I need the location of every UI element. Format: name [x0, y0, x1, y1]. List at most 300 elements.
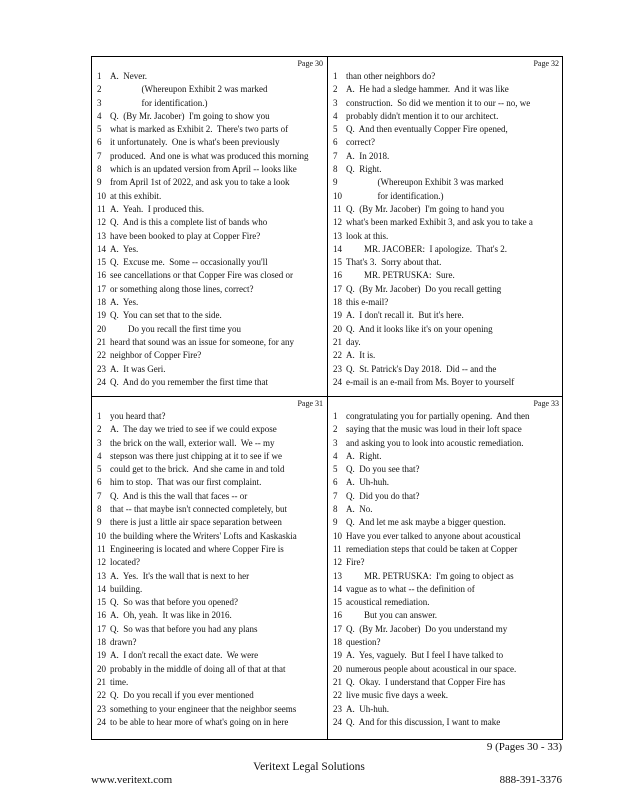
line-text: Q. (By Mr. Jacober) Do you understand my [346, 623, 508, 634]
line-number: 3 [97, 97, 102, 108]
line-text: Q. Okay. I understand that Copper Fire has [346, 676, 506, 687]
line-number: 10 [333, 190, 342, 201]
transcript-line [97, 309, 325, 322]
line-text: the brick on the wall, exterior wall. We -- my [110, 437, 275, 448]
line-text: correct? [346, 137, 375, 148]
line-text: A. In 2018. [346, 150, 390, 161]
page-range: 9 (Pages 30 - 33) [486, 741, 562, 753]
line-text: congratulating you for partially opening. And then [346, 411, 530, 421]
website-link[interactable]: www.veritext.com [91, 774, 173, 786]
transcript-line [333, 349, 561, 362]
line-number: 9 [97, 177, 102, 188]
line-number: 16 [97, 610, 106, 621]
line-text: which is an updated version from April -- looks like [110, 164, 297, 175]
line-number: 15 [97, 257, 106, 268]
line-number: 24 [333, 376, 342, 387]
transcript-line [333, 309, 561, 322]
line-number: 6 [97, 137, 102, 148]
page-label: Page 31 [297, 399, 323, 408]
transcript-page-33 [328, 397, 563, 736]
transcript-line [333, 283, 561, 296]
line-number: 16 [97, 270, 106, 281]
line-number: 1 [97, 71, 102, 81]
line-text: drawn? [110, 637, 137, 648]
line-text: Q. And it looks like it's on your opening [346, 323, 493, 334]
transcript-line [333, 203, 561, 216]
line-text: A. I don't recall it. But it's here. [346, 310, 464, 321]
line-text: to be able to hear more of what's going on in here [110, 716, 289, 727]
transcript-line [333, 123, 561, 136]
line-number: 20 [333, 323, 342, 334]
transcript-line [333, 450, 561, 463]
transcript-line [333, 336, 561, 349]
transcript-line [97, 476, 325, 489]
line-number: 1 [333, 71, 338, 81]
line-number: 22 [333, 690, 342, 701]
line-number: 4 [333, 450, 338, 461]
transcript-line [333, 556, 561, 569]
transcript-line [333, 70, 561, 83]
line-number: 11 [97, 543, 106, 554]
line-number: 2 [97, 424, 102, 435]
transcript-line [97, 349, 325, 362]
line-number: 22 [97, 350, 106, 361]
line-text: building. [110, 583, 143, 594]
transcript-line [97, 150, 325, 163]
transcript-line [97, 216, 325, 229]
line-text: time. [110, 676, 129, 687]
transcript-line [97, 123, 325, 136]
transcript-page-32 [328, 57, 563, 396]
line-text: that -- that maybe isn't connected completely, but [110, 504, 287, 515]
line-text: A. The day we tried to see if we could expose [110, 424, 277, 435]
line-text: Q. St. Patrick's Day 2018. Did -- and the [346, 363, 497, 374]
transcript-line [97, 269, 325, 282]
transcript-line [333, 570, 561, 583]
transcript-line [333, 296, 561, 309]
line-number: 12 [333, 217, 342, 228]
transcript-line [333, 216, 561, 229]
phone-number: 888-391-3376 [499, 774, 562, 786]
line-text: what is marked as Exhibit 2. There's two parts of [110, 124, 289, 135]
transcript-line [333, 609, 561, 622]
transcript-line [97, 283, 325, 296]
transcript-line [97, 256, 325, 269]
line-number: 24 [333, 716, 342, 727]
line-text: A. Yes. [110, 243, 139, 254]
line-number: 22 [333, 350, 342, 361]
transcript-line [97, 583, 325, 596]
line-number: 14 [333, 243, 342, 254]
page-label: Page 33 [533, 399, 559, 408]
line-number: 2 [333, 424, 338, 435]
line-number: 21 [333, 676, 342, 687]
line-text: A. Oh, yeah. It was like in 2016. [110, 610, 232, 621]
transcript-line [333, 243, 561, 256]
line-text: Q. So was that before you had any plans [110, 623, 258, 634]
transcript-line [333, 623, 561, 636]
line-number: 8 [97, 164, 102, 175]
transcript-line [97, 596, 325, 609]
line-number: 19 [333, 310, 342, 321]
transcript-line [333, 703, 561, 716]
transcript-line [97, 163, 325, 176]
transcript-line [97, 663, 325, 676]
line-text: A. Yes, vaguely. But I feel I have talked to [346, 650, 504, 661]
transcript-line [97, 570, 325, 583]
line-number: 2 [97, 84, 102, 95]
line-text: Q. And is this a complete list of bands who [110, 217, 268, 228]
line-number: 7 [333, 490, 338, 501]
line-number: 6 [333, 477, 338, 488]
line-text: than other neighbors do? [346, 71, 436, 81]
line-number: 18 [333, 637, 342, 648]
line-text: acoustical remediation. [346, 597, 430, 608]
line-text: remediation steps that could be taken at Copper [346, 543, 518, 554]
line-number: 21 [333, 336, 342, 347]
transcript-line [333, 530, 561, 543]
line-text: probably in the middle of doing all of that at that [110, 663, 286, 674]
line-text: Do you recall the first time you [110, 323, 241, 334]
transcript-line [97, 203, 325, 216]
line-number: 6 [97, 477, 102, 488]
transcript-line [333, 463, 561, 476]
line-text: e-mail is an e-mail from Ms. Boyer to yourself [346, 376, 515, 387]
transcript-line [333, 410, 561, 423]
line-text: day. [346, 336, 361, 347]
transcript-line [97, 623, 325, 636]
line-number: 19 [97, 650, 106, 661]
line-text: That's 3. Sorry about that. [346, 257, 442, 268]
line-number: 13 [97, 570, 106, 581]
transcript-line [333, 110, 561, 123]
line-text: construction. So did we mention it to our -- no, we [346, 97, 531, 108]
line-text: A. Yeah. I produced this. [110, 203, 204, 214]
line-text: A. Yes. [110, 297, 139, 308]
transcript-line [333, 437, 561, 450]
line-text: Q. (By Mr. Jacober) I'm going to show you [110, 110, 270, 121]
line-text: MR. JACOBER: I apologize. That's 2. [346, 243, 507, 254]
page-label: Page 30 [297, 59, 323, 68]
line-number: 4 [333, 110, 338, 121]
transcript-line [97, 636, 325, 649]
line-number: 14 [333, 583, 342, 594]
transcript-line [333, 596, 561, 609]
line-text: MR. PETRUSKA: I'm going to object as [346, 570, 514, 581]
line-number: 12 [97, 217, 106, 228]
line-number: 16 [333, 610, 342, 621]
line-number: 13 [333, 570, 342, 581]
transcript-line [333, 163, 561, 176]
line-text: But you can answer. [346, 610, 437, 621]
line-text: Q. Excuse me. Some -- occasionally you'll [110, 257, 268, 268]
line-number: 14 [97, 243, 106, 254]
transcript-line [97, 649, 325, 662]
line-number: 15 [333, 257, 342, 268]
line-text: A. Never. [110, 71, 147, 81]
transcript-line [97, 463, 325, 476]
line-number: 1 [97, 411, 102, 421]
line-number: 5 [333, 464, 338, 475]
line-text: Q. And do you remember the first time that [110, 376, 268, 387]
transcript-line [97, 243, 325, 256]
transcript-line [97, 450, 325, 463]
transcript-line [333, 636, 561, 649]
line-text: Q. Do you recall if you ever mentioned [110, 690, 254, 701]
transcript-line [97, 336, 325, 349]
line-text: Q. And for this discussion, I want to make [346, 716, 501, 727]
transcript-line [97, 556, 325, 569]
line-text: Q. (By Mr. Jacober) I'm going to hand you [346, 203, 505, 214]
transcript-line [97, 176, 325, 189]
transcript-line [97, 83, 325, 96]
line-text: Q. And is this the wall that faces -- or [110, 490, 248, 501]
line-text: probably didn't mention it to our architect. [346, 110, 499, 121]
line-number: 14 [97, 583, 106, 594]
line-number: 19 [97, 310, 106, 321]
line-number: 5 [97, 464, 102, 475]
line-text: and asking you to look into acoustic remediation. [346, 437, 524, 448]
line-number: 17 [333, 283, 342, 294]
line-number: 19 [333, 650, 342, 661]
line-text: Engineering is located and where Copper Fire is [110, 543, 284, 554]
transcript-line [97, 543, 325, 556]
line-number: 23 [97, 703, 106, 714]
transcript-line [97, 530, 325, 543]
line-text: look at this. [346, 230, 389, 241]
transcript-line [333, 663, 561, 676]
line-number: 23 [97, 363, 106, 374]
line-number: 4 [97, 450, 102, 461]
line-number: 24 [97, 376, 106, 387]
line-text: heard that sound was an issue for someone, for any [110, 336, 294, 347]
transcript-line [97, 423, 325, 436]
line-number: 8 [333, 504, 338, 515]
transcript-line [97, 190, 325, 203]
transcript-line [97, 676, 325, 689]
line-number: 9 [333, 177, 338, 188]
transcript-line [333, 516, 561, 529]
line-number: 24 [97, 716, 106, 727]
line-text: question? [346, 637, 381, 648]
line-number: 9 [97, 517, 102, 528]
transcript-line [97, 689, 325, 702]
line-number: 13 [97, 230, 106, 241]
line-text: Q. Do you see that? [346, 464, 420, 475]
transcript-grid [91, 56, 563, 740]
line-text: from April 1st of 2022, and ask you to take a look [110, 177, 290, 188]
line-number: 17 [333, 623, 342, 634]
line-text: Q. And let me ask maybe a bigger question. [346, 517, 506, 528]
transcript-line [97, 136, 325, 149]
transcript-line [333, 150, 561, 163]
line-text: A. It was Geri. [110, 363, 166, 374]
transcript-line [97, 110, 325, 123]
line-text: Q. Did you do that? [346, 490, 420, 501]
transcript-line [333, 136, 561, 149]
transcript-line [97, 230, 325, 243]
line-number: 3 [333, 97, 338, 108]
transcript-line [333, 97, 561, 110]
line-number: 11 [333, 543, 342, 554]
line-text: Q. You can set that to the side. [110, 310, 222, 321]
transcript-line [333, 583, 561, 596]
transcript-line [333, 190, 561, 203]
line-number: 9 [333, 517, 338, 528]
transcript-line [333, 176, 561, 189]
line-number: 7 [97, 150, 102, 161]
line-text: Q. And then eventually Copper Fire opened, [346, 124, 508, 135]
line-text: A. Yes. It's the wall that is next to her [110, 570, 250, 581]
line-number: 8 [333, 164, 338, 175]
line-text: the building where the Writers' Lofts and Kaskaskia [110, 530, 297, 541]
line-text: numerous people about acoustical in our space. [346, 663, 517, 674]
line-text: neighbor of Copper Fire? [110, 350, 202, 361]
transcript-line [97, 503, 325, 516]
line-text: see cancellations or that Copper Fire was closed or [110, 270, 293, 281]
line-number: 1 [333, 411, 338, 421]
transcript-line [97, 363, 325, 376]
line-number: 12 [333, 557, 342, 568]
line-number: 6 [333, 137, 338, 148]
transcript-line [97, 410, 325, 423]
transcript-line [97, 703, 325, 716]
line-number: 5 [333, 124, 338, 135]
transcript-line [97, 323, 325, 336]
line-text: A. No. [346, 504, 373, 515]
transcript-line [97, 516, 325, 529]
line-text: A. It is. [346, 350, 376, 361]
line-number: 10 [333, 530, 342, 541]
line-text: A. Uh-huh. [346, 703, 389, 714]
transcript-line [333, 83, 561, 96]
line-text: saying that the music was loud in their loft space [346, 424, 522, 435]
line-number: 21 [97, 336, 106, 347]
line-text: this e-mail? [346, 297, 389, 308]
line-text: Q. So was that before you opened? [110, 597, 238, 608]
line-text: for identification.) [346, 190, 444, 201]
line-text: for identification.) [110, 97, 208, 108]
line-text: Q. Right. [346, 164, 382, 175]
line-number: 11 [97, 203, 106, 214]
line-number: 23 [333, 703, 342, 714]
line-text: at this exhibit. [110, 190, 162, 201]
line-number: 3 [333, 437, 338, 448]
line-text: or something along those lines, correct? [110, 283, 254, 294]
line-number: 23 [333, 363, 342, 374]
line-number: 21 [97, 676, 106, 687]
transcript-line [333, 363, 561, 376]
line-number: 18 [333, 297, 342, 308]
line-number: 15 [333, 597, 342, 608]
transcript-page-30 [92, 57, 327, 396]
line-text: A. Right. [346, 450, 382, 461]
line-number: 11 [333, 203, 342, 214]
line-number: 22 [97, 690, 106, 701]
line-number: 10 [97, 530, 106, 541]
transcript-line [333, 689, 561, 702]
line-number: 17 [97, 623, 106, 634]
transcript-line [333, 256, 561, 269]
line-text: MR. PETRUSKA: Sure. [346, 270, 455, 281]
transcript-line [333, 423, 561, 436]
line-text: vague as to what -- the definition of [346, 583, 475, 594]
firm-name: Veritext Legal Solutions [253, 761, 365, 773]
line-text: could get to the brick. And she came in and told [110, 464, 285, 475]
line-number: 13 [333, 230, 342, 241]
transcript-line [97, 296, 325, 309]
transcript-line [333, 543, 561, 556]
transcript-line [97, 609, 325, 622]
transcript-line [333, 376, 561, 389]
line-number: 17 [97, 283, 106, 294]
transcript-line [97, 716, 325, 729]
transcript-line [333, 476, 561, 489]
line-text: A. He had a sledge hammer. And it was like [346, 84, 509, 95]
page-label: Page 32 [533, 59, 559, 68]
line-number: 7 [333, 150, 338, 161]
line-text: something to your engineer that the neighbor seems [110, 703, 297, 714]
transcript-line [97, 437, 325, 450]
line-text: it unfortunately. One is what's been previously [110, 137, 280, 148]
line-text: there is just a little air space separation between [110, 517, 282, 528]
line-text: Fire? [346, 557, 365, 568]
line-number: 20 [333, 663, 342, 674]
line-text: A. Uh-huh. [346, 477, 389, 488]
transcript-line [333, 503, 561, 516]
line-text: (Whereupon Exhibit 3 was marked [346, 177, 504, 188]
line-text: (Whereupon Exhibit 2 was marked [110, 84, 268, 95]
line-number: 20 [97, 323, 106, 334]
transcript-line [333, 676, 561, 689]
transcript-line [97, 97, 325, 110]
line-text: A. I don't recall the exact date. We were [110, 650, 259, 661]
line-number: 3 [97, 437, 102, 448]
line-number: 15 [97, 597, 106, 608]
line-text: what's been marked Exhibit 3, and ask you to take a [346, 217, 533, 228]
line-text: Q. (By Mr. Jacober) Do you recall getting [346, 283, 502, 294]
line-number: 18 [97, 637, 106, 648]
transcript-line [97, 376, 325, 389]
line-text: live music five days a week. [346, 690, 448, 701]
transcript-line [333, 716, 561, 729]
line-number: 8 [97, 504, 102, 515]
line-text: Have you ever talked to anyone about acoustical [346, 530, 521, 541]
line-number: 5 [97, 124, 102, 135]
line-number: 10 [97, 190, 106, 201]
line-text: produced. And one is what was produced this morning [110, 150, 309, 161]
transcript-page-31 [92, 397, 327, 736]
line-text: stepson was there just chipping at it to see if we [110, 450, 282, 461]
transcript-line [97, 70, 325, 83]
line-number: 12 [97, 557, 106, 568]
transcript-line [333, 649, 561, 662]
line-text: him to stop. That was our first complaint. [110, 477, 262, 488]
line-number: 2 [333, 84, 338, 95]
transcript-line [333, 490, 561, 503]
transcript-line [97, 490, 325, 503]
line-text: located? [110, 557, 140, 568]
transcript-line [333, 269, 561, 282]
line-number: 7 [97, 490, 102, 501]
line-number: 4 [97, 110, 102, 121]
line-number: 20 [97, 663, 106, 674]
line-text: you heard that? [110, 411, 166, 421]
line-number: 16 [333, 270, 342, 281]
transcript-line [333, 230, 561, 243]
transcript-line [333, 323, 561, 336]
line-number: 18 [97, 297, 106, 308]
